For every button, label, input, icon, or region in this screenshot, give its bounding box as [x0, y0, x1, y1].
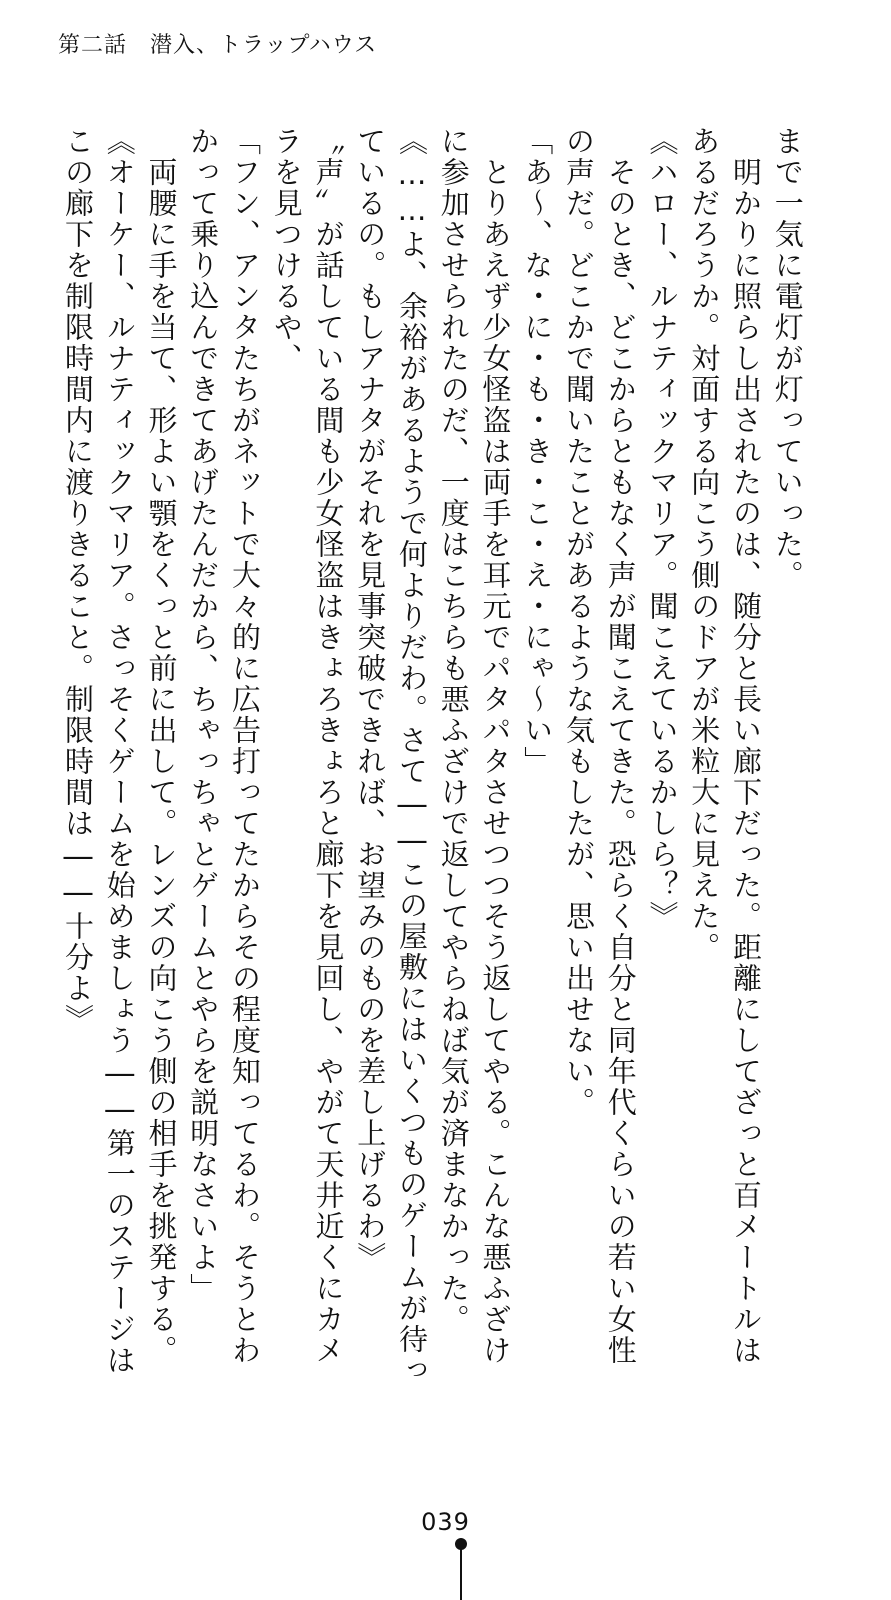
- text-line: まで一気に電灯が灯っていった。: [770, 126, 805, 591]
- text-line: 〝声〟が話している間も少女怪盗はきょろきょろと廊下を見回し、やがて天井近くにカメ: [311, 126, 346, 1366]
- text-line: 《……よ、余裕があるようで何よりだわ。さて――この屋敷にはいくつものゲームが待っ: [395, 126, 429, 1386]
- text-line: 《オーケー、ルナティックマリア。さっそくゲームを始めましょう――第一のステージは: [102, 126, 137, 1376]
- text-line: あるだろうか。対面する向こう側のドアが米粒大に見えた。: [687, 126, 722, 963]
- running-header-title: 第二話 潜入、トラップハウス: [58, 33, 378, 58]
- text-line: かって乗り込んできてあげたんだから、ちゃっちゃとゲームとやらを説明なさいよ」: [186, 126, 221, 1304]
- text-line: 両腰に手を当て、形よい顎をくっと前に出して。レンズの向こう側の相手を挑発する。: [144, 126, 179, 1366]
- text-line: ラを見つけるや、: [269, 126, 304, 374]
- text-line: ているの。もしアナタがそれを見事突破できれば、お望みのものを差し上げるわ》: [353, 126, 388, 1273]
- body-text: [61, 126, 805, 1386]
- text-line: 「フン、アンタたちがネットで大々的に広告打ってたからその程度知ってるわ。そうとわ: [228, 126, 262, 1366]
- text-line: そのとき、どこからともなく声が聞こえてきた。恐らく自分と同年代くらいの若い女性: [603, 126, 638, 1366]
- text-line: とりあえず少女怪盗は両手を耳元でパタパタさせつつそう返してやる。こんな悪ふざけ: [478, 126, 513, 1366]
- text-line: 「あ〜、な・に・も・き・こ・え・にゃ〜い」: [520, 126, 555, 777]
- text-line: この廊下を制限時間内に渡りきること。制限時間は――十分よ》: [61, 126, 95, 1035]
- page-marker-dot: [455, 1538, 467, 1550]
- text-line: の声だ。どこかで聞いたことがあるような気もしたが、思い出せない。: [562, 126, 596, 1118]
- text-line: に参加させられたのだ、一度はこちらも悪ふざけで返してやらねば気が済まなかった。: [436, 126, 471, 1335]
- page-number: 039: [421, 1508, 470, 1536]
- text-line: 明かりに照らし出されたのは、随分と長い廊下だった。距離にしてざっと百メートルは: [729, 126, 763, 1366]
- text-line: 《ハロー、ルナティックマリア。聞こえているかしら？》: [645, 126, 680, 932]
